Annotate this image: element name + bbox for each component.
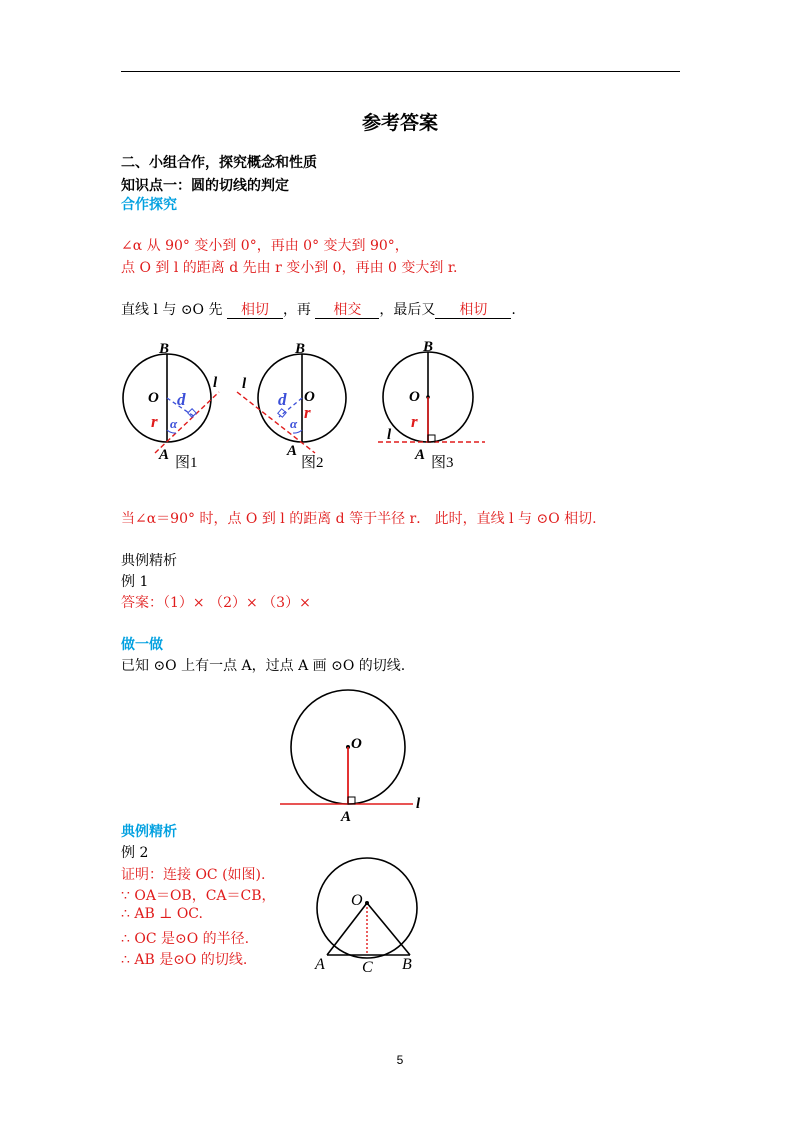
fig2-label-o: O — [304, 389, 315, 405]
fig1-label-d: d — [177, 390, 186, 409]
page-number: 5 — [396, 1053, 404, 1067]
figure-1 — [115, 335, 235, 475]
explore-line-1: ∠α 从 90° 变小到 0°，再由 0° 变大到 90°， — [121, 238, 409, 254]
fig3-label-r: r — [411, 412, 418, 431]
fig3-label-b: B — [423, 339, 434, 355]
section-heading: 二、小组合作，探究概念和性质 — [121, 155, 317, 171]
proof-line-1: 证明：连接 OC (如图). — [121, 867, 266, 883]
conclusion: 当∠α＝90° 时，点 O 到 l 的距离 d 等于半径 r． 此时，直线 l 与 ⊙O 相切. — [121, 511, 597, 527]
fill-suffix: . — [511, 302, 516, 318]
fig3-caption: 图3 — [431, 455, 454, 471]
fig3-label-a: A — [415, 447, 426, 463]
fig3-label-o: O — [409, 389, 420, 405]
example-2-label: 例 2 — [121, 845, 149, 861]
fig2-label-d: d — [278, 390, 287, 409]
do-it-text: 已知 ⊙O 上有一点 A，过点 A 画 ⊙O 的切线. — [121, 658, 406, 674]
ex2-label-o: O — [351, 892, 363, 909]
fill-blank-1: 相切 — [227, 303, 283, 319]
figure-3 — [375, 335, 490, 475]
fig1-label-a: A — [159, 447, 170, 463]
header-rule — [121, 71, 680, 72]
fig1-label-alpha: α — [170, 416, 178, 431]
fig2-label-a: A — [287, 443, 298, 459]
example-2-figure — [305, 845, 430, 975]
example-analysis-1: 典例精析 — [121, 553, 177, 569]
fill-blank-2: 相交 — [315, 303, 379, 319]
fig1-label-o: O — [148, 390, 159, 406]
fig2-label-alpha: α — [290, 416, 298, 431]
ex2-label-b: B — [402, 956, 412, 973]
fill-prefix: 直线 l 与 ⊙O 先 — [121, 302, 227, 318]
do-it-heading: 做一做 — [121, 637, 163, 653]
knowledge-point-heading: 知识点一：圆的切线的判定 — [121, 178, 289, 194]
page-title: 参考答案 — [361, 112, 438, 134]
example-1-label: 例 1 — [121, 574, 149, 590]
fig1-label-l: l — [213, 375, 218, 391]
proof-line-4: ∴ OC 是⊙O 的半径. — [121, 931, 250, 947]
do-it-label-l: l — [416, 796, 421, 812]
fig1-label-b: B — [159, 341, 170, 357]
fill-mid-1: ，再 — [282, 302, 316, 318]
do-it-label-a: A — [341, 809, 352, 825]
proof-line-5: ∴ AB 是⊙O 的切线. — [121, 952, 248, 968]
example-1-answer: 答案：（1）× （2）× （3）× — [121, 595, 311, 611]
fig1-caption: 图1 — [175, 455, 198, 471]
tangent-construction-figure — [275, 688, 435, 828]
explore-line-2: 点 O 到 l 的距离 d 先由 r 变小到 0，再由 0 变大到 r. — [121, 260, 458, 276]
example-analysis-2: 典例精析 — [121, 824, 177, 840]
cooperative-heading: 合作探究 — [121, 197, 177, 213]
figure-2 — [232, 335, 357, 475]
fig2-label-r: r — [304, 403, 311, 422]
fig2-caption: 图2 — [301, 455, 324, 471]
fig2-label-b: B — [295, 341, 306, 357]
fig3-label-l: l — [387, 427, 392, 443]
proof-line-3: ∴ AB ⊥ OC. — [121, 906, 203, 922]
fig1-label-r: r — [151, 412, 158, 431]
ex2-label-a: A — [315, 956, 325, 973]
do-it-label-o: O — [351, 736, 362, 752]
fill-blank-3: 相切 — [435, 303, 511, 319]
fig2-label-l: l — [242, 376, 247, 392]
ex2-label-c: C — [362, 959, 373, 975]
fill-in-sentence — [121, 299, 516, 319]
fill-mid-2: ，最后又 — [379, 302, 436, 318]
proof-line-2: ∵ OA＝OB，CA＝CB， — [121, 888, 276, 904]
